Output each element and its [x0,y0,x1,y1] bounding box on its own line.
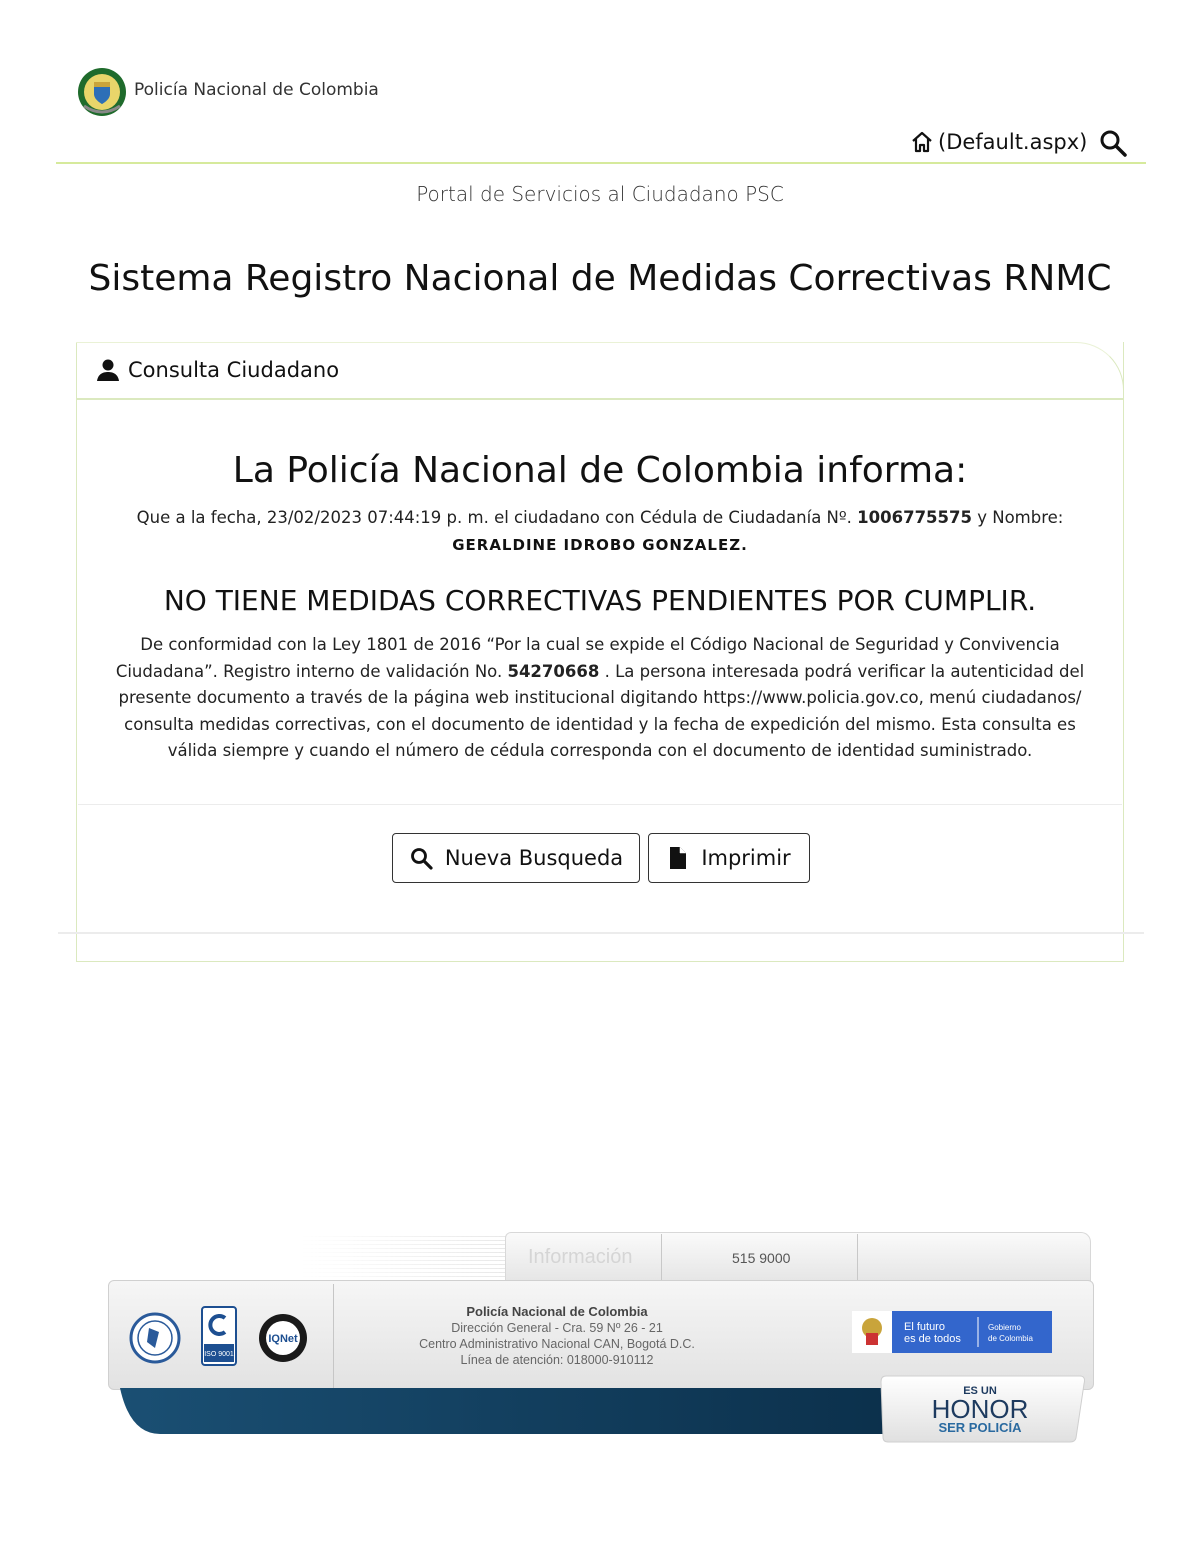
honor-text-2: HONOR [931,1394,1029,1424]
tab-separator [857,1234,858,1282]
home-icon [910,130,934,154]
legal-text-part1: De conformidad con la Ley 1801 de 2016 “Por la cual se expide el Código Nacional de Seguridad y Convivencia Ciudadana”. Registro interno de validación No. [115,635,1060,681]
national-seal-icon [129,1312,181,1364]
home-link[interactable] [910,130,1087,154]
footer-wave [120,1388,920,1434]
consultation-prefix: Que a la fecha, 23/02/2023 07:44:19 p. m. el ciudadano con Cédula de Ciudadanía Nº. [136,508,852,527]
user-icon [96,358,120,382]
consultation-line [0,508,1200,527]
print-button[interactable] [648,833,810,883]
iqnet-certification-icon [257,1312,309,1364]
top-divider [56,162,1146,164]
status-message: NO TIENE MEDIDAS CORRECTIVAS PENDIENTES POR CUMPLIR. [163,584,1037,617]
footer-phone-line: Línea de atención: 018000-910112 [460,1353,654,1367]
org-name: Policía Nacional de Colombia [134,80,379,100]
honor-text-3: SER POLICÍA [938,1420,1022,1435]
footer-address-2: Centro Administrativo Nacional CAN, Bogotá D.C. [419,1337,695,1351]
gov-logo-text1: El futuro [904,1321,945,1333]
honor-text-1: ES UN [963,1385,997,1397]
footer-info-label: Información [528,1246,633,1268]
new-search-label: Nueva Busqueda [444,846,624,870]
citizen-name: GERALDINE IDROBO GONZALEZ. [452,536,748,554]
footer-decoration [300,1236,510,1282]
iso-certification-icon [201,1306,237,1366]
iqnet-label: IQNet [268,1333,298,1345]
tab-separator [661,1234,662,1282]
file-icon [667,846,689,870]
inform-title: La Policía Nacional de Colombia informa: [232,450,968,491]
page-title: Sistema Registro Nacional de Medidas Correctivas RNMC [88,258,1112,299]
footer-phone: 515 9000 [732,1250,791,1266]
consultation-suffix: y Nombre: [977,508,1064,527]
validation-number: 54270668 [507,661,600,681]
footer-address-1: Dirección General - Cra. 59 Nº 26 - 21 [451,1321,663,1335]
legal-text-part2: . La persona interesada podrá verificar la autenticidad del presente documento a través de la página web institucional digitando https://www.policia.gov.co, menú ciudadanos/ consulta medidas correctivas, con el documento de identidad y la fecha de expedición del mismo. Esta consulta es válida siempre y cuando el número de cédula corresponda con el documento de identidad suministrado. [118,661,1085,760]
panel-title [96,358,339,382]
gov-logo-text4: de Colombia [988,1334,1033,1343]
portal-name: Portal de Servicios al Ciudadano PSC [416,182,784,206]
gov-colombia-logo [852,1311,1052,1353]
legal-text [112,632,1088,765]
print-label: Imprimir [701,846,791,870]
footer-org-name: Policía Nacional de Colombia [466,1304,648,1319]
gov-logo-text2: es de todos [904,1333,961,1345]
honor-badge [880,1374,1086,1444]
search-icon [409,846,433,870]
id-number: 1006775575 [857,508,972,527]
iso-label: ISO 9001 [204,1351,234,1358]
content-bottom-line [58,932,1144,934]
search-icon[interactable] [1098,128,1128,158]
police-logo [76,66,128,118]
home-link-label: (Default.aspx) [938,130,1088,154]
panel-divider [78,804,1122,805]
panel-title-label: Consulta Ciudadano [128,358,340,382]
new-search-button[interactable] [392,833,640,883]
gov-logo-text3: Gobierno [988,1323,1021,1332]
footer-separator [333,1284,334,1388]
